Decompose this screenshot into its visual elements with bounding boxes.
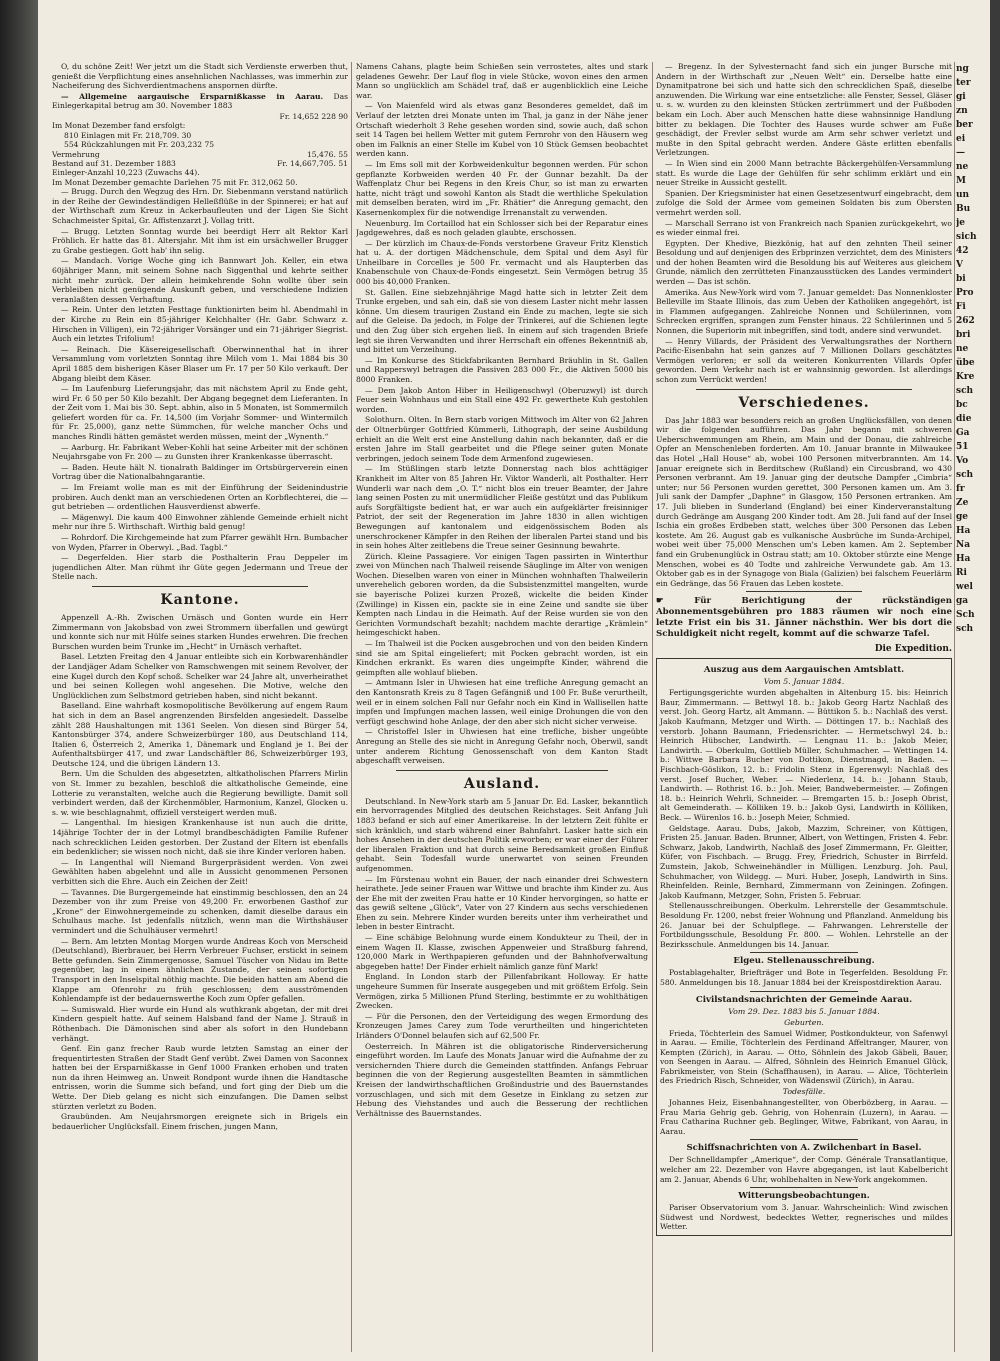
article-paragraph bbox=[52, 92, 348, 111]
article-paragraph: Baselland. Eine wahrhaft kosmopolitische Bevölkerung auf engem Raum hat sich in dem an Basel angrenzenden Birsfelden angesiedelt. Dasselbe zählt 288 Haushaltungen mit 1361 Seelen. Von diesen sind Bürger 54, Kantonsbürger 374, andere Schweizerbürger 180, aus Deutschland 114, Italien 6, Österreich 2, Amerika 1, Dänemark und England je 1. Bei der Aufenthaltsbürger 417, und zwar Landschäftler 86, Schweizerbürger 193, Deutsche 124, und die übrigen Ländern 13. bbox=[52, 701, 348, 768]
table-row bbox=[52, 112, 348, 121]
column-rule bbox=[652, 62, 653, 1352]
row-label: Einleger-Anzahl 10,223 (Zuwachs 44). bbox=[52, 168, 200, 178]
article-paragraph: Oesterreich. In Mähren ist die obligatorische Rinderversicherung eingeführt worden. Im Laufe des Monats Januar wird die Aufnahme der zu versichernden Thiere durch die Gemeinden stattfinden. Anfangs Februar beginnen die von der Regierung ausgestellten Beamten in sämmtlichen Kreisen der landwirthschaftlichen Großindustrie und des Bauernstandes vorzuschlagen, und sich mit dem Gesetze in Einklang zu setzen zur Hebung des Viehstandes und auch die Besserung der rechtlichen Verhältnisse des Bauernstandes. bbox=[356, 1041, 648, 1118]
article-paragraph: Basel. Letzten Freitag den 4 Januar entleibte sich ein Korbwarenhändler der Landjäger Adam Schelker von Ramschwengen mit seinem Revolver, der eine Kugel durch den Kopf schoß. Schelker war 24 Jahre alt, unverheirathet und bei seinen Kollegen wohl angesehen. Die Motive, welche den Unglücklichen zum Selbstmord getrieben haben, sind nicht bekannt. bbox=[52, 652, 348, 700]
article-text: Das Einlegerkapital betrug am 30. November 1883 bbox=[52, 91, 348, 111]
subscription-notice bbox=[656, 596, 952, 640]
article-paragraph: — Im Ems soll mit der Korbweidenkultur begonnen werden. Für schon gepflanzte Korbweiden werden 40 Fr. der Gunnar bezahlt. Da der Waffenplatz Chur bei Regens in den Kreis Chur, so ist man zu erwarten hatte, nicht trägt und sowohl Kanton als Stadt die werthliche Spekulation mit demselben beraten, wird im „Fr. Rhätier“ die Anregung gemacht, den Kasernenkomplex für die notwendige Irrenanstalt zu verwenden. bbox=[356, 159, 648, 217]
schiff-title: Schiffsnachrichten von A. Zwilchenbart in Basel. bbox=[686, 1143, 922, 1154]
edge-fragment: Ri bbox=[956, 568, 967, 578]
scan-binding-shadow bbox=[0, 0, 38, 1361]
article-paragraph: Graubünden. Am Neujahrsmorgen ereignete sich in Brigels ein bedauerlicher Unglücksfall. Einem frischen, jungen Mann, bbox=[52, 1112, 348, 1131]
table-row bbox=[52, 140, 348, 149]
article-paragraph: — Von Maienfeld wird als etwas ganz Besonderes gemeldet, daß im Verlauf der letzten drei Monate unten im Thal, ja ganz in der Nähe jener Ortschaft wiederholt 3 Rehe gesehen worden sind, sowie auch, daß schon seit 14 Tagen bei hellem Wetter mit gutem Fernrohr von den Häusern weg oben im Falknis an einer Stelle im Kubel von 10 Stück Gemsen beobachtet werden kann. bbox=[356, 101, 648, 159]
article-paragraph: — Bregenz. In der Sylvesternacht fand sich ein junger Bursche mit Andern in der Wirthschaft zur „Neuen Welt“ ein. Derselbe hatte eine Dynamitpatrone bei sich und hatte sich den schrecklichen Spaß, dieselbe anzuwenden. Die Wirkung war eine entsetzliche: alle Fenster, Sessel, Gläser u. s. w. wurden zu den kleinsten Stücken zertrümmert und der Fußboden bekam ein Loch. Aber auch Menschen hatte diese wahnsinnige Handlung bitter zu beklagen. Die Tochter des Hauses wurde schwer am Fuße geschädigt, der Frevler selbst wurde am Arm sehr schwer verletzt und mußte in den Spital gebracht werden. Andere Gäste erlitten ebenfalls Verletzungen. bbox=[656, 62, 952, 158]
edge-fragment: M bbox=[956, 176, 966, 186]
edge-fragment: 262 bbox=[956, 316, 975, 326]
sparkasse-table bbox=[52, 112, 348, 187]
article-paragraph: Appenzell A.-Rh. Zwischen Urnäsch und Gonten wurde ein Herr Zimmermann von Jakobsbad von zwei Strommern überfallen und gewürgt und konnte sich nur mit Hülfe seines starken Hundes erwehren. Die frechen Burschen wurden beim Trunke im „Hecht“ in Urnäsch verhaftet. bbox=[52, 612, 348, 651]
edge-fragment: sch bbox=[956, 624, 974, 634]
article-paragraph: Der Schnelldampfer „Amerique“, der Comp. Générale Transatlantique, welcher am 22. Dezember von Havre abgegangen, ist laut Kabelbericht am 2. Januar, Abends 6 Uhr, wohlbehalten in New-York angekommen. bbox=[660, 1155, 948, 1184]
article-paragraph: — Im Thalweil ist die Pocken ausgebrochen und von den beiden Kindern sind sie am Spital eingeliefert; mit Pocken gebracht worden, ist ein Kindchen erkrankt. Es waren dies ungeimpfte Kinder, während die geimpften alle wohlauf blieben. bbox=[356, 639, 648, 677]
edge-fragment: Fi bbox=[956, 302, 966, 312]
amtsblatt-title: Auszug aus dem Aargauischen Amtsblatt. bbox=[703, 665, 905, 676]
article-paragraph: — Im Freiamt wolle man es mit der Einführung der Seidenindustrie probiren. Auch denkt man an verschiedenen Orten an Korbflechterei, die — gut betrieben — ordentlichen Hausverdienst abwerfe. bbox=[52, 483, 348, 512]
article-paragraph: Egypten. Der Khedive, Biezkönig, hat auf den zehnten Theil seiner Besoldung und auf denjenigen des Erbprinzen verzichtet, dem des Ministers und der hohen Beamten wird die Besoldung bis auf Weiteres aus gleichem Grunde, nämlich den zerrütteten Finanzausstücken des Landes vermindert werden — Das ist schön. bbox=[656, 238, 952, 287]
row-label: Im Monat Dezember fand ersfolgt: bbox=[52, 121, 186, 131]
edge-fragment: ga bbox=[956, 596, 969, 606]
article-paragraph: Das Jahr 1883 war besonders reich an großen Unglücksfällen, von denen wir die folgenden aufführen. Das Jahr begann mit schweren Ueberschwemmungen am Rhein, am Main und der Donau, die zahlreiche Opfer an Menschenleben forderten. Am 10. Januar brannte in Milwaukee das Hotel „Hall House“ ab, wobei 100 Personen mitverbrannten. Am 14. Januar ereignete sich in Berditschew (Rußland) ein Circusbrand, wo 430 Personen verbrannt. Am 19. Januar ging der deutsche Dampfer „Cimbria“ unter; nur 56 Personen wurden gerettet, 300 Personen kamen um. Am 3. Juli sank der Dampfer „Daphne“ in Glasgow, 150 Personen ertranken. Am 17. Juli blieben in Sunderland (England) bei einer Kinderveranstaltung durch Gedränge am Ausgang 200 Kinder todt. Am 28. Juli fand auf der Insel Ischia ein großes Erdbeben statt, welches über 300 Personen das Leben kostete. Am 26. August gab es vulkanische Ausbrüche im Sunda-Archipel, wobei weit über 75,000 Menschen um's Leben kamen. Am 2. September fand ein Grubenunglück in Ostrau statt; am 10. Oktober stürzte eine Menge Menschen, wobei es 40 Todte und zahlreiche Verwundete gab. Am 13. Oktober gab es in der Synagoge von Biala (Galizien) bei falschem Feuerlärm ein Gedränge, das 56 Frauen das Leben kostete. bbox=[656, 415, 952, 588]
row-label: 810 Einlagen mit Fr. 218,709. 30 bbox=[64, 130, 192, 140]
article-paragraph: Amerika. Aus New-York wird vom 7. Januar gemeldet: Das Nonnenkloster Belleville im Staate Illinois, das zum Ueben der Katholiken angegehört, ist in Flammen aufgegangen. Zahlreiche Nonnen und Schülerinnen, vom Schrecken ergriffen, sprangen zum Fenster hinaus. 22 Schülerinnen und 5 Nonnen, die Superiorin mit inbegriffen, sind todt, andere sind verwundet. bbox=[656, 287, 952, 336]
edge-fragment: 51 bbox=[956, 442, 969, 452]
edge-fragment: gi bbox=[956, 92, 966, 102]
article-paragraph: — Aarburg. Hr. Fabrikant Weber-Kohli hat seine Arbeiter mit der schönen Neujahrsgabe von Fr. 200 — zu Gunsten ihrer Krankenkasse überrascht. bbox=[52, 442, 348, 462]
column-2 bbox=[356, 62, 648, 1119]
section-divider bbox=[696, 389, 912, 390]
article-paragraph: Solothurn. Olten. In Bern starb vorigen Mittwoch im Alter von 62 Jahren der Oltnerbürger Gottfried Kümmerli, Lithograph, der seine Ausbildung erhielt an die Welt erst eine Anstellung dahin nach bekannter, daß er die ersten Jahre im Stall gearbeitet und die Pflege seiner guten Monate verbringen, jedoch seinem Tode dem Armenfond zugewiesen. bbox=[356, 415, 648, 463]
section-divider bbox=[92, 586, 308, 587]
notice-text: Für Berichtigung der rückständigen Abonnementsgebühren pro 1883 räumen wir noch eine letzte Frist ein bis 31. Jänner nächsthin. Wer bis dort die Schuldigkeit nicht regelt, kommt auf die schwarze Tafel. bbox=[656, 596, 952, 640]
edge-fragment: 42 bbox=[956, 246, 969, 256]
edge-fragment: je bbox=[956, 218, 965, 228]
article-paragraph: — Sumiswald. Hier wurde ein Hund als wuthkrank abgetan, der mit drei Kindern gespielt hatte. Auf seinem Halsband fand der Name J. Strauß in Röthenbach. Die Dämonischen sind aber als sofort in den Hundebann verhängt. bbox=[52, 1004, 348, 1043]
article-paragraph: Genf. Ein ganz frecher Raub wurde letzten Samstag an einer der frequentirtesten Straßen der Stadt Genf verübt. Zwei Damen von Saconnex hatten bei der Ersparnißkasse in Genf 1000 Franken erhoben und traten nun da ihren Heimweg an. Unweit Rondpont wurde ihnen die Handtasche entrissen, worin die Summe sich befand, und fort ging der Dieb um die Wette. Der Dieb gelang es nicht sich einzufangen. Die Damen selbst stürzten verletzt zu Boden. bbox=[52, 1044, 348, 1111]
divider bbox=[750, 1139, 858, 1140]
edge-fragment: Kre bbox=[956, 372, 975, 382]
elgeu-title: Elgeu. Stellenausschreibung. bbox=[733, 956, 875, 967]
article-paragraph: Postablagehalter, Briefträger und Bote in Tegerfelden. Besoldung Fr. 580. Anmeldungen bis 18. Januar 1884 bei der Kreispostdirektion Aarau. bbox=[660, 968, 948, 987]
table-row bbox=[52, 150, 348, 159]
geburten-heading: Geburten. bbox=[784, 1017, 824, 1027]
edge-fragment: ter bbox=[956, 78, 971, 88]
edge-fragment: ber bbox=[956, 120, 973, 130]
article-paragraph: Stellenausschreibungen. Oberkulm. Lehrerstelle der Gesammtschule. Besoldung Fr. 1200, nebst freier Wohnung und Pflanzland. Anmeldung bis 26. Januar bei der Schulpflege. — Fahrwangen. Lehrerstelle der Fortbildungsschule, Besoldung Fr. 800. — Wohlen. Lehrstelle an der Bezirksschule. Anmeldungen bis 14. Januar. bbox=[660, 901, 948, 949]
table-row bbox=[52, 159, 348, 168]
row-value: 15,476. 55 bbox=[306, 149, 348, 159]
article-paragraph: Zürich. Kleine Passagiere. Vor einigen Tagen passirten in Winterthur zwei von München nach Thalweil reisende Säuglinge im Alter von wenigen Wochen. Dieselben waren von einer in München wohnhaften Thalweilerin unverehelich geboren worden, da die Subsistenzmittel mangelten, wurde sie bayerische Polizei kurzen Prozeß, wickelte die beiden Kinder (Zwillinge) in Kissen ein, packte sie in eine Zeine und sandte sie über Kempten nach Lindau in die Heimath. Auf der Reise wurden sie von den Gerichten Vormundschaft bezahlt; nachdem machte derartige „Krämlein“ heimgeschickt haben. bbox=[356, 551, 648, 638]
row-value: Fr. 14,667,705. 51 bbox=[277, 159, 348, 168]
article-paragraph: Spanien. Der Kriegsminister hat einen Gesetzesentwurf eingebracht, dem zufolge die Sold der Armee vom gemeinen Soldaten bis zum Obersten vermehrt werden soll. bbox=[656, 188, 952, 217]
edge-fragment: V bbox=[956, 260, 963, 270]
edge-fragment: Vo bbox=[956, 456, 969, 466]
divider bbox=[750, 991, 858, 992]
edge-fragment: un bbox=[956, 190, 970, 200]
edge-fragment: ne bbox=[956, 162, 969, 172]
civilstand-date: Vom 29. Dez. 1883 bis 5. Januar 1884. bbox=[728, 1006, 880, 1016]
table-row bbox=[52, 178, 348, 187]
column-3 bbox=[656, 62, 952, 1236]
article-paragraph: Deutschland. In New-York starb am 5 Januar Dr. Ed. Lasker, bekanntlich ein hervorragendes Mitglied des deutschen Reichstages. Seit Anfang Juli 1883 befand er sich auf einer Amerikareise. In der letztern Zeit fühlte er sich kränklich, und starb während einer Bahnfahrt. Lasker hatte sich ein hohes Ansehen in der deutschen Politik erworben; er war einer der Führer der liberalen Fraktion und hat durch seine Beredsamkeit großen Einfluß gehabt. Sein Todesfall wurde unerwartet von seinen Freunden aufgenommen. bbox=[356, 796, 648, 873]
article-paragraph: — Bern. Am letzten Montag Morgen wurde Andreas Koch von Merscheid (Deutschland), Bierbrauer, bei Herrn Verbreuer Fuchser, erstickt in seinem Bette gefunden. Sein Zimmergenosse, Samuel Tüscher von Nidau im Bette gegenüber, lag in einem ähnlichen Zustande, der seinen sofortigen Transport in den Inselspital nöthig machte. Die beiden hatten am Abend die Klappe am Ofenrohr zu früh geschlossen; dem ausströmenden Kohlendampfe ist der bedauernswerthe Koch zum Opfer gefallen. bbox=[52, 936, 348, 1004]
edge-fragment: Ga bbox=[956, 428, 970, 438]
pointing-hand-icon: ☛ bbox=[656, 596, 695, 607]
section-heading-ausland: Ausland. bbox=[463, 775, 541, 792]
article-paragraph: St. Gallen. Eine siebzehnjährige Magd hatte sich in letzter Zeit dem Trunke ergeben, und sah ein, daß sie von diesem Laster nicht mehr lassen könne. Um diesem traurigen Zustand ein Ende zu machen, legte sie sich auf die Geleise. Da jedoch, in Folge der Trinkerei, auf die Schienen legte und den Zug über sich ergehen ließ. In einem auf sich tragenden Briefe legt sie ihren Verwandten und ihrer Herrschaft ein offenes Bekenntniß ab, und bittet um Verzeihung. bbox=[356, 287, 648, 355]
table-row bbox=[52, 168, 348, 177]
edge-fragment: sch bbox=[956, 386, 974, 396]
row-label: Im Monat Dezember gemachte Darlehen 75 mit Fr. 312,062 50. bbox=[52, 177, 298, 187]
amtsblatt-box bbox=[656, 658, 952, 1236]
article-paragraph: — Dem Jakob Anton Hiber in Heiligenschwyl (Oberuzwyl) ist durch Feuer sein Wohnhaus und ein Stall eine 492 Fr. gewerthete Kuh gestohlen worden. bbox=[356, 385, 648, 414]
edge-fragment: sch bbox=[956, 470, 974, 480]
article-paragraph: — Christoffel Isler in Uhwiesen hat eine trefliche, bisher ungeübte Anregung an Stelle des sie nicht in Anregung Gefahr noch, Oberwil, sandt unter anderem Richtung Genossenschaft von dem Kanton Stadt abgeschafft verweisen. bbox=[356, 727, 648, 766]
article-paragraph: — In Langenthal will Niemand Burgerpräsident werden. Von zwei Gewählten haben abgelehnt und alle in Aussicht genommenen Personen verbitten sich die Ehre. Auch ein Zeichen der Zeit! bbox=[52, 857, 348, 886]
column-rule bbox=[954, 62, 955, 1352]
edge-fragment: Pro bbox=[956, 288, 974, 298]
edge-fragment: bri bbox=[956, 330, 971, 340]
row-label: Bestand auf 31. Dezember 1883 bbox=[52, 159, 176, 168]
article-paragraph: Frieda, Töchterlein des Samuel Widmer, Postkondukteur, von Safenwyl in Aarau. — Emilie, Töchterlein des Ferdinand Affeltranger, Maurer, von Kempten (Zürich), in Aarau. — Otto, Söhnlein des Jakob Gäbeli, Bauer, von Seengen in Aarau. — Alfred, Söhnlein des Heinrich Emanuel Glück, Fabrikmeister, von Stein (Schaffhausen), in Aarau. — Alice, Töchterlein des Friedrich Risch, Schneider, von Wädenswil (Zürich), in Aarau. bbox=[660, 1028, 948, 1086]
article-paragraph: — Im Laufenburg Lieferungsjahr, das mit nächstem April zu Ende geht, wird Fr. 6 50 per 50 Kilo bezahlt. Der Abgang begegnet dem Lieferanten. In der Zeit vom 1. Mai bis 30. Sept. abhin, also in 5 Monaten, ist Sommermilch geliefert worden für ca. Fr. 14,500 (im Vorjahr Sommer- und Wintermilch für Fr. 25,000), ganz nette Sümmchen, für welche mancher Ochs und manches Rindli hätten gemästet werden müssen, meint der „Wynenth.“ bbox=[52, 384, 348, 442]
article-paragraph: — Der kürzlich im Chaux-de-Fonds verstorbene Graveur Fritz Klenstich hat u. A. der dortigen Mädchenschule, dem Spital und dem Asyl für Unheilbare in Corcelles je 500 Fr. vermacht und als Haupterben das Knabenschule von Chaux-de-Fonds eingesetzt. Sein Vermögen betrug 35 000 bis 40,000 Franken. bbox=[356, 238, 648, 287]
edge-fragment: zn bbox=[956, 106, 968, 116]
edge-fragment: Bu bbox=[956, 204, 971, 214]
article-paragraph: England. In London starb der Pillenfabrikant Holloway. Er hatte ungeheure Summen für Inserate ausgegeben und mit größtem Erfolg. Sein Vermögen, zirka 5 Millionen Pfund Sterling, bestimmte er zu wohlthätigen Zwecken. bbox=[356, 972, 648, 1011]
article-paragraph: — Rein. Unter den letzten Festtage funktionirten beim hl. Abendmahl in der Kirche zu Rein ein 85-jähriger Kelchhalter (Hr. Gabr. Schwarz z. Hirschen in Villigen), ein 72-jähriger Vorsänger und ein 71-jähriger Siegrist. Auch ein letztes Trifolium! bbox=[52, 305, 348, 344]
article-paragraph: — Rohrdorf. Die Kirchgemeinde hat zum Pfarrer gewählt Hrn. Bumbacher von Wyden, Pfarrer in Oberwyl. „Bad. Tagbl.“ bbox=[52, 533, 348, 552]
section-divider bbox=[396, 770, 608, 771]
article-paragraph: O, du schöne Zeit! Wer jetzt um die Stadt sich Verdienste erwerben thut, genießt die Verpflichtung eines ansehnlichen Nachlasses, was immerhin zur Nacheiferung des Sichverdientmachens anspornen dürfte. bbox=[52, 62, 348, 91]
edge-fragment: Na bbox=[956, 540, 971, 550]
article-paragraph: — Amtmann Isler in Uhwiesen hat eine trefliche Anregung gemacht an den Kantonsrath Kreis zu 8 Tagen Gefängniß und 100 Fr. Buße verurtheilt, weil er in einem solchen Fall nur Gefahr noch ein Kind in Wallisellen hatte impfen und Impfungen machen lassen, weil einige Drohungen die von den verfügt geschwind hohe Anlage, der den aber sich nicht sicher verweise. bbox=[356, 678, 648, 726]
article-paragraph: — Tavannes. Die Burgergemeinde hat einstimmig beschlossen, den an 24 Dezember von ihr zum Preise von 49,200 Fr. erworbenen Gasthof zur „Krone“ der Einwohnergemeinde zu schenken, damit dieselbe daraus ein Schulhaus mache. Ist jedenfalls nützlich, wenn man die Wirthshäuser vermindert und die Schulhäuser vermehrt! bbox=[52, 887, 348, 935]
article-paragraph: — Im Stüßlingen starb letzte Donnerstag nach blos achttägiger Krankheit im Alter von 85 Jahren Hr. Viktor Wanderli, alt Posthalter. Herr Wunderli war nach dem „O. T.“ nicht blos ein treuer Beamter, der Jahre lang seinen Posten zu mit unermüdlicher Fleiße gestützt und das Publikum aufs Sorgfältigste bedient hat, er war auch ein aufgeklärter freisinniger Patriot, der seit der Regeneration im Jahre 1830 in allen wichtigen Bewegungen auf kantonalem und eidgenössischem Boden als unerschrockener Kämpfer in den Reihen der liberalen Partei stand und bis in sein hohes Alter zeitlebens die Treue seiner Gesinnung bewahrte. bbox=[356, 464, 648, 551]
edge-fragment: übe bbox=[956, 358, 975, 368]
article-paragraph: — Mandach. Vorige Woche ging ich Bannwart Joh. Keller, ein etwa 60jähriger Mann, mit seinem Sohne nach Siggenthal und kehrte seither nicht mehr zurück. Der allein heimkehrende Sohn wollte über sein Verbleiben nicht genügende Auskunft geben, und verschiedene Indizien veranlaßten dessen Verhaftung. bbox=[52, 256, 348, 304]
wetter-title: Witterungsbeobachtungen. bbox=[738, 1191, 870, 1202]
article-paragraph: — Reinach. Die Käsereigesellschaft Oberwinnenthal hat in ihrer Versammlung vom vorletzten Sonntag ihre Milch vom 1. Mai 1884 bis 30 April 1885 dem bisherigen Käser Blaser um Fr. 17 per 50 Kilo verkauft. Der Abgang bleibt dem Käser. bbox=[52, 344, 348, 383]
edge-fragment: fr bbox=[956, 484, 965, 494]
article-paragraph: — Im Konkurse des Stickfabrikanten Bernhard Bräuhlin in St. Gallen und Rapperswyl betragen die Passiven 283 000 Fr., die Aktiven 5000 bis 8000 Franken. bbox=[356, 355, 648, 384]
article-paragraph: — Marschall Serrano ist von Frankreich nach Spanien zurückgekehrt, wo es wieder einmal frei. bbox=[656, 218, 952, 238]
todesfaelle-heading: Todesfälle. bbox=[782, 1087, 826, 1097]
edge-fragment: wel bbox=[956, 582, 973, 592]
edge-fragment: ng bbox=[956, 64, 969, 74]
article-heading: — Allgemeine aargauische Ersparnißkasse in Aarau. bbox=[61, 91, 324, 101]
section-heading-kantone: Kantone. bbox=[160, 591, 240, 608]
article-paragraph: Bern. Um die Schulden des abgesetzten, altkatholischen Pfarrers Mirlin von St. Immer zu bezahlen, beschloß die altkatholische Gemeinde, eine Lotterie zu veranstalten, welche auch die Regierung bewilligte. Damit soll verbindert werden, daß der Kirchenmöbler, Harmonium, Kanzel, Glocken u. s. w. wie beschlagnahmt, offiziell versteigert werden muß. bbox=[52, 769, 348, 817]
column-1 bbox=[52, 62, 348, 1132]
newspaper-page bbox=[38, 0, 990, 1361]
article-paragraph: Neuenburg. Im Cortaillod hat ein Schlosser sich bei der Reparatur eines Jagdgewehres, daß es noch geladen glaubte, erschossen. bbox=[356, 218, 648, 238]
section-heading-verschiedenes: Verschiedenes. bbox=[738, 394, 870, 411]
edge-fragment: Ha bbox=[956, 554, 971, 564]
edge-fragment: Sch bbox=[956, 610, 975, 620]
amtsblatt-date: Vom 5. Januar 1884. bbox=[763, 677, 845, 687]
edge-fragment: ne bbox=[956, 344, 969, 354]
edge-fragment: ge bbox=[956, 512, 969, 522]
article-paragraph: — Brugg. Letzten Sonntag wurde bei beerdigt Herr alt Rektor Karl Fröhlich. Er hatte das 81. Altersjahr. Mit ihm ist ein ursächweller Brugger zu Grabe gestiegen. Gott hab' ihn selig. bbox=[52, 226, 348, 255]
adjacent-page-edge bbox=[956, 62, 990, 1352]
article-paragraph: — Baden. Heute hält N. tionalrath Baldinger im Ortsbürgerverein einen Vortrag über die Nationalbahngarantie. bbox=[52, 462, 348, 482]
row-label: Vermehrung bbox=[52, 149, 100, 159]
article-paragraph: — Brugg. Durch den Wegzug des Hrn. Dr. Siebenmann verstand natürlich in der Reihe der Gewindeständigen Helleßflüße in der Spinnerei; er hat auf der Wirthschaft zum Kreuz in Ackerbaufleuten und der Ligen Sie Sicht Schachmeister Spital, Gr. Affistenzarzt J. Vollag tritt. bbox=[52, 187, 348, 225]
article-paragraph: — Langenthal. Im hiesigen Krankenhause ist nun auch die dritte, 14jährige Tochter der in der Lotmyl brandbeschädigten Familie Rufener nach schrecklichen Leiden gestorben. Der Zustand der Eltern ist ebenfalls ein bedenklicher; sie wissen noch nicht, daß sie ihre Kinder verloren haben. bbox=[52, 818, 348, 857]
article-paragraph: — In Wien sind ein 2000 Mann betrachte Bäckergehülfen-Versammlung statt. Es wurde die Lage der Gehülfen für sehr schlimm erklärt und ein neuer Streike in Aussicht gestellt. bbox=[656, 158, 952, 188]
article-paragraph: — Henry Villards, der Präsident des Verwaltungsrathes der Northern Pacific-Eisenbahn hat sein ganzes auf 7 Millionen Dollars geschätztes Vermögen verloren; er soll da weiteren Konkurrenten Villards Opfer geworden. Dem Verkehr nach ist er wahnsinnig geworden. Ist allerdings schon zum Verrückt werden! bbox=[656, 336, 952, 384]
article-paragraph: — Mägenwyl. Die kaum 400 Einwohner zählende Gemeinde erhielt nicht mehr nur ihre 5. Wirthschaft. Wirthig bald genug! bbox=[52, 512, 348, 532]
edge-fragment: Ha bbox=[956, 526, 971, 536]
article-paragraph: Pariser Observatorium vom 3. Januar. Wahrscheinlich: Wind zwischen Südwest und Nordwest, bedecktes Wetter, regnerisches und mildes Wetter. bbox=[660, 1203, 948, 1232]
article-paragraph: — Im Fürstenau wohnt ein Bauer, der nach einander drei Schwestern heirathete. Jede seiner Frauen war Wittwe und brachte ihm Kinder zu. Aus der Ehe mit der zweiten Frau hatte er 10 Kinder hervorgingen, so hatte er das gewiß seltene „Glück“, Vater von 27 Kindern aus sechs verschiedenen Ehen zu sein. Mehrere Kinder wurden bereits unter ihm verheirathet und leben in bester Eintracht. bbox=[356, 874, 648, 932]
edge-fragment: die bbox=[956, 414, 972, 424]
edge-fragment: Ze bbox=[956, 498, 969, 508]
article-paragraph: Fertigungsgerichte wurden abgehalten in Altenburg 15. bis: Heinrich Baur, Zimmermann. — Bettwyl 18. b.: Jakob Georg Hartz Nachlaß des verst. Joh. Georg Hartz, alt Ammann. — Büttikon 5. b.: Nachlaß des verst. Jakob Kaufmann, Metzger und Wirth. — Döttingen 17. b.: Nachlaß des verstorb. Johann Baumann, Friedensrichter. — Hermetschwyl 24. b.: Heinrich Hübscher, Landwirth. — Lengnau 11. b.: Jakob Meier, Landwirth. — Oberkulm, Gottlieb Müller, Schuhmacher. — Wettingen 14. b.: Wittwe Barbara Bucher von Dottikon, Dienstmagd, in Baden. — Fischbach-Göslikon, 12. b.: Fridolin Stenz in Egerenwyl: Nachlaß des verst. Josef Bucher, Weber. — Niederlenz, 14. b.: Johann Staub, Landwirth. — Rothrist 16. b.: Joh. Meier, Bandwebermeister. — Zofingen 18. b.: Heinrich Wehrli, Schneider. — Bremgarten 15. b.: Joseph Obrist, alt Gemeinderath. — Kölliken 19. b.: Jakob Gysi, Landwirth in Kölliken, Beck. — Würenlos 16. b.: Joseph Meier, Schmied. bbox=[660, 688, 948, 822]
edge-fragment: bi bbox=[956, 274, 966, 284]
edge-fragment: ei bbox=[956, 134, 966, 144]
article-paragraph: Geldstage. Aarau. Dubs, Jakob, Mazzim, Schreiner, von Küttigen, Fristen 25. Januar. Baden. Brunner, Albert, von Wettingen, Fristen 4. Febr. Schwarz, Jakob, Landwirth, Nachlaß des Josef Zimmermann, Fr. Gleitter, Küfer, von Fischbach. — Brugg. Frey, Friedrich, Schuster in Birrfeld. Zumstein, Jakob, Schweinehändler in Mülligen. Lenzburg. Joh. Paul, Schuhmacher, von Wildegg. — Muri. Huber, Joseph, Landwirth in Sins. Rheinfelden. Reinle, Bernhard, Zimmermann von Zeiningen. Zofingen. Jakob Kaufmann, Metzger, Sohn, Fristen 5. Februar. bbox=[660, 823, 948, 900]
divider bbox=[750, 1187, 858, 1188]
column-rule bbox=[351, 62, 352, 1352]
table-row bbox=[52, 121, 348, 130]
row-label: 554 Rückzahlungen mit Fr. 203,232 75 bbox=[64, 140, 215, 150]
article-paragraph: — Degerfelden. Hier starb die Posthalterin Frau Deppeler im jugendlichen Alter. Man rühmt ihr Güte gegen Jedermann und Treue der Stelle nach. bbox=[52, 553, 348, 582]
edge-fragment: — bbox=[956, 148, 965, 158]
divider bbox=[750, 952, 858, 953]
edge-fragment: sich bbox=[956, 232, 977, 242]
article-paragraph: Johannes Heiz, Eisenbahnangestellter, von Oberbözberg, in Aarau. — Frau Maria Gehrig geb. Gehrig, von Hohenrain (Luzern), in Aarau. — Frau Catharina Ruchner geb. Beglinger, Witwe, Fabrikant, von Aarau, in Aarau. bbox=[660, 1098, 948, 1136]
article-paragraph: — Eine schäbige Belohnung wurde einem Kondukteur zu Theil, der in einem Wagen II. Klasse, zwischen Appenweier und Straßburg fahrend, 120,000 Mark in Werthpapieren gefunden und der Bahnhofverwaltung abgegeben hatte! Der Finder erhielt nämlich ganze fünf Mark! bbox=[356, 933, 648, 971]
expedition-signature: Die Expedition. bbox=[874, 644, 952, 655]
article-paragraph: Namens Cahans, plagte beim Schießen sein verrostetes, altes und stark geladenes Gewehr. Der Lauf flog in viele Stücke, wovon eines den armen Mann so unglücklich am Schädel traf, daß er augenblicklich eine Leiche war. bbox=[356, 62, 648, 100]
article-paragraph: — Für die Personen, den der Verteidigung des wegen Ermordung des Kronzeugen James Carey zum Tode verurtheilten und hingerichteten Irländers O'Donnel belaufen sich auf 62,500 Fr. bbox=[356, 1011, 648, 1040]
edge-fragment: bc bbox=[956, 400, 968, 410]
table-row bbox=[52, 131, 348, 140]
row-value: Fr. 14,652 228 90 bbox=[279, 111, 348, 121]
civilstand-title: Civilstandsnachrichten der Gemeinde Aarau. bbox=[695, 994, 913, 1005]
divider bbox=[746, 591, 862, 592]
